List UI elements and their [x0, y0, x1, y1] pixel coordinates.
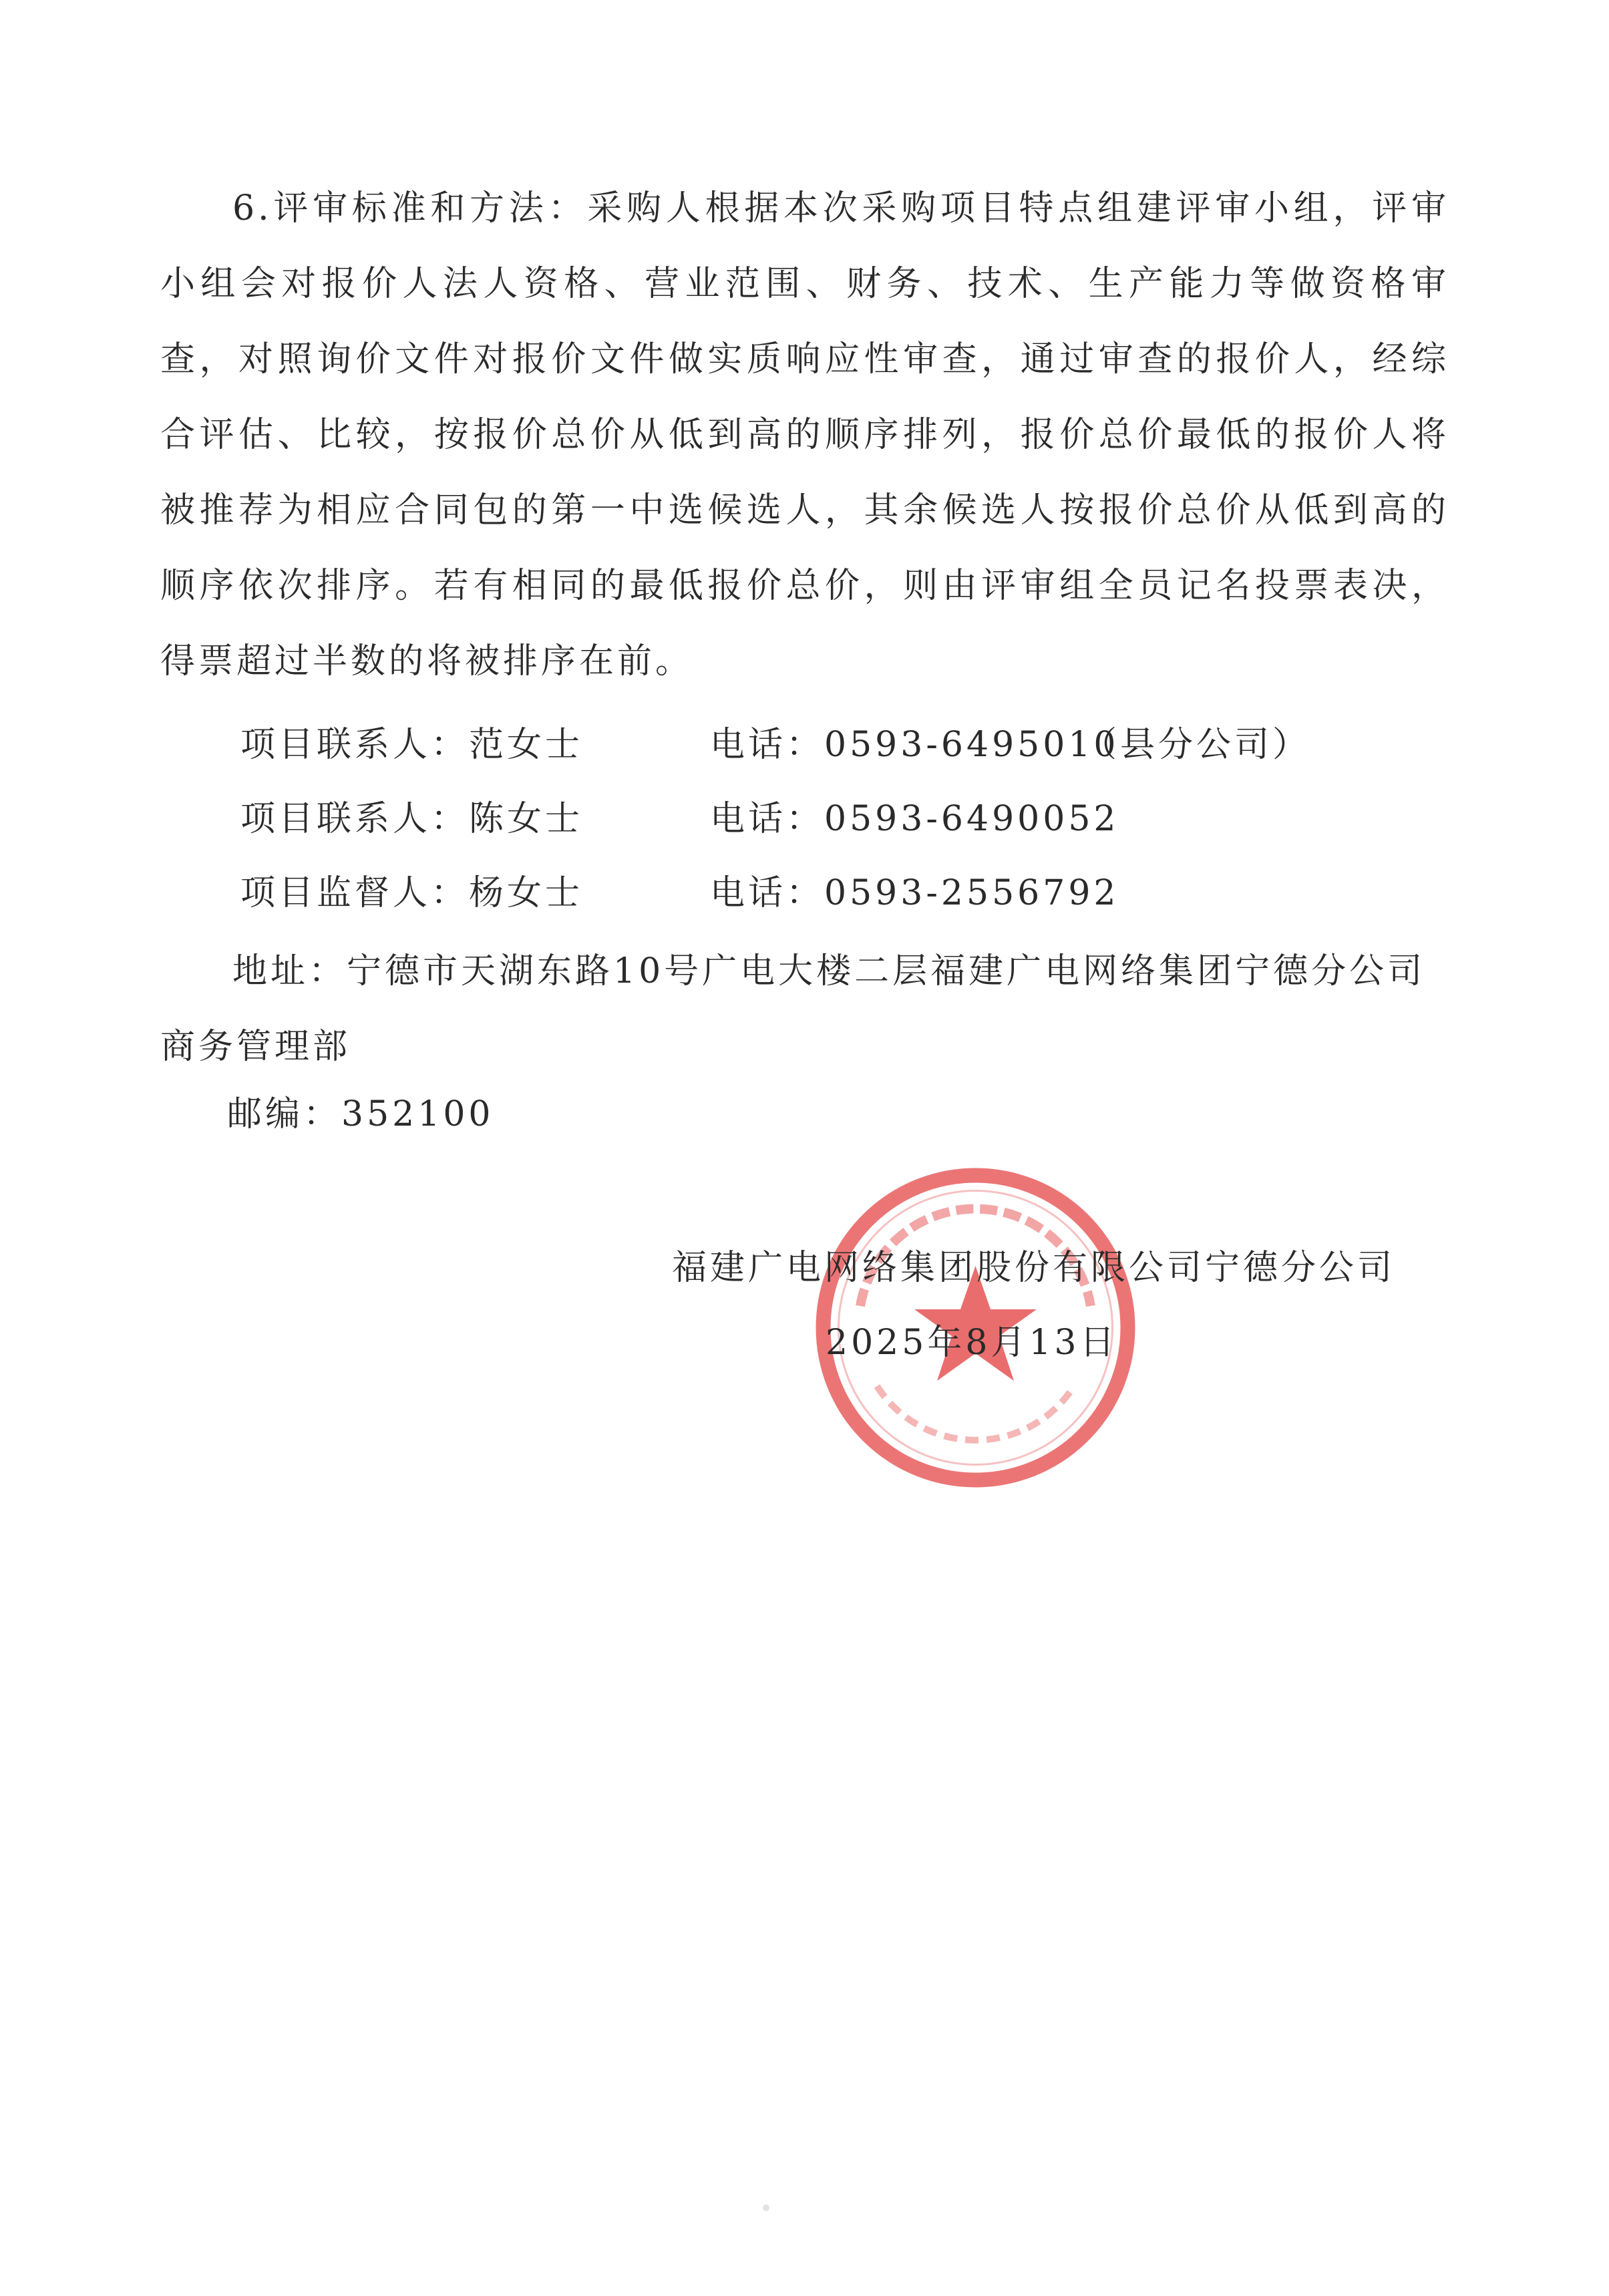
contact-1-phone: 电话：0593-6495010 — [710, 725, 1119, 765]
evaluation-criteria-paragraph: 6.评审标准和方法：采购人根据本次采购项目特点组建评审小组，评审小组会对报价人法人资格、营业范围、财务、技术、生产能力等做资格审查，对照询价文件对报价文件做实质响应性审查，通过审查的报价人，经综合评估、比较，按报价总价从低到高的顺序排列，报价总价最低的报价人将被推荐为相应合同包的第一中选候选人，其余候选人按报价总价从低到高的顺序依次排序。若有相同的最低报价总价，则由评审组全员记名投票表决，得票超过半数的将被排序在前。 — [160, 188, 1449, 681]
contact-2-phone: 电话：0593-6490052 — [710, 799, 1119, 839]
contact-1-label: 项目联系人：范女士 — [240, 725, 584, 765]
supervisor-phone: 电话：0593-2556792 — [710, 873, 1119, 913]
scan-speck — [763, 2204, 769, 2211]
contact-1-note: （县分公司） — [1082, 725, 1311, 765]
issuing-organization: 福建广电网络集团股份有限公司宁德分公司 — [672, 1248, 1396, 1288]
supervisor-label: 项目监督人：杨女士 — [240, 873, 584, 913]
zip-code: 邮编：352100 — [227, 1094, 494, 1134]
issue-date: 2025年8月13日 — [826, 1323, 1118, 1363]
contact-2-label: 项目联系人：陈女士 — [240, 799, 584, 839]
address: 地址：宁德市天湖东路10号广电大楼二层福建广电网络集团宁德分公司商务管理部 — [160, 951, 1426, 1067]
